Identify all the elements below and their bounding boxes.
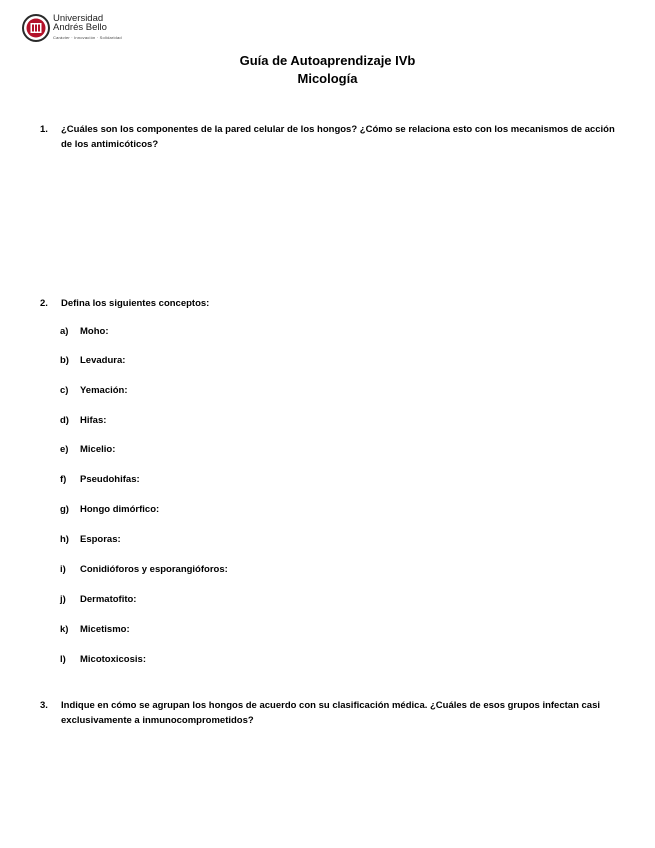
item-letter: f) — [60, 474, 67, 485]
item-label: Levadura: — [80, 355, 126, 366]
question-number: 1. — [40, 124, 48, 135]
concept-item-micetismo — [60, 624, 130, 635]
logo-tagline: Carácter · Innovación · Solidaridad — [53, 35, 122, 40]
question-number: 2. — [40, 298, 48, 309]
concept-item-hifas — [60, 415, 106, 426]
question-text: ¿Cuáles son los componentes de la pared celular de los hongos? ¿Cómo se relaciona esto con los mecanismos de acción de los antimicóticos? — [61, 124, 615, 150]
question-2 — [40, 296, 620, 311]
item-letter: j) — [60, 594, 66, 605]
item-letter: e) — [60, 444, 69, 455]
university-seal-icon — [22, 14, 50, 42]
concept-item-pseudohifas — [60, 474, 140, 485]
logo-line-2: Andrés Bello — [53, 22, 107, 33]
item-letter: l) — [60, 654, 66, 665]
item-letter: a) — [60, 326, 69, 337]
concept-item-conidioforos — [60, 564, 228, 575]
question-1 — [40, 122, 620, 152]
concept-item-dermatofito — [60, 594, 136, 605]
item-letter: h) — [60, 534, 69, 545]
item-label: Dermatofito: — [80, 594, 137, 605]
item-letter: c) — [60, 385, 69, 396]
concept-item-yemacion — [60, 385, 128, 396]
question-text: Indique en cómo se agrupan los hongos de acuerdo con su clasificación médica. ¿Cuáles de esos grupos infectan casi exclusivamente a inmunocomprometidos? — [61, 700, 600, 726]
item-label: Micetismo: — [80, 624, 130, 635]
concept-item-moho — [60, 326, 109, 337]
item-label: Hongo dimórfico: — [80, 504, 160, 515]
item-label: Micotoxicosis: — [80, 654, 146, 665]
logo-line-1: Universidad — [53, 13, 104, 24]
concept-item-micotoxicosis — [60, 654, 146, 665]
item-label: Pseudohifas: — [80, 474, 140, 485]
concept-item-esporas — [60, 534, 121, 545]
university-logo — [22, 14, 122, 42]
item-label: Hifas: — [80, 415, 107, 426]
item-label: Micelio: — [80, 444, 116, 455]
item-letter: g) — [60, 504, 69, 515]
item-letter: d) — [60, 415, 69, 426]
document-header — [0, 52, 655, 88]
concept-item-micelio — [60, 444, 115, 455]
item-label: Esporas: — [80, 534, 121, 545]
concept-item-hongo-dimorfico — [60, 504, 159, 515]
item-label: Conidióforos y esporangióforos: — [80, 564, 228, 575]
item-label: Yemación: — [80, 385, 128, 396]
question-3 — [40, 698, 620, 728]
document-title: Guía de Autoaprendizaje IVb — [239, 53, 416, 68]
question-text: Defina los siguientes conceptos: — [61, 298, 210, 309]
concept-item-levadura — [60, 355, 125, 366]
item-letter: i) — [60, 564, 66, 575]
item-letter: b) — [60, 355, 69, 366]
question-number: 3. — [40, 700, 48, 711]
item-letter: k) — [60, 624, 69, 635]
document-subtitle: Micología — [297, 71, 358, 86]
item-label: Moho: — [80, 326, 109, 337]
